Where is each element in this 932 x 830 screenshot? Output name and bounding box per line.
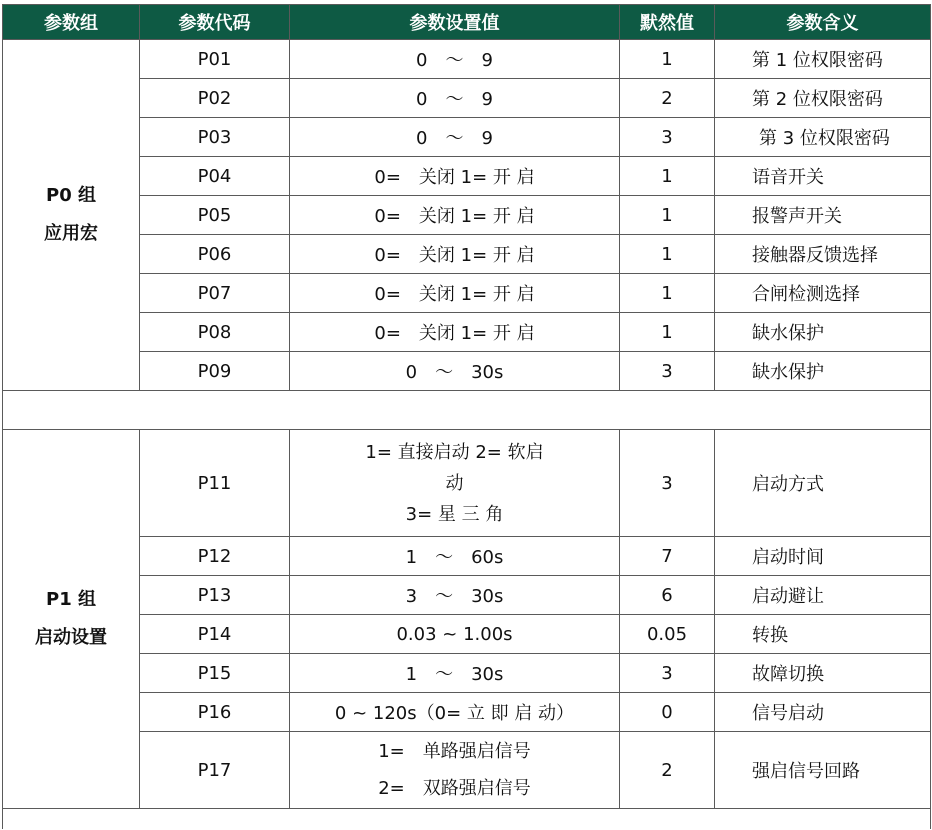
table-row	[3, 157, 931, 196]
default-cell: 0	[620, 693, 715, 732]
meaning-cell: 报警声开关	[715, 196, 931, 235]
code-cell: P15	[140, 654, 290, 693]
header-default: 默然值	[620, 5, 715, 40]
default-cell: 2	[620, 732, 715, 809]
setting-cell: 3 ～ 30s	[290, 576, 620, 615]
header-row	[3, 5, 931, 40]
default-cell: 1	[620, 274, 715, 313]
table-row	[3, 693, 931, 732]
group-title: P0 组	[46, 185, 96, 206]
header-group: 参数组	[3, 5, 140, 40]
table-row	[3, 118, 931, 157]
meaning-cell: 启动方式	[715, 430, 931, 537]
code-cell: P03	[140, 118, 290, 157]
setting-cell: 0 ～ 9	[290, 118, 620, 157]
setting-line: 动	[445, 472, 464, 494]
default-cell: 3	[620, 352, 715, 391]
meaning-cell: 合闸检测选择	[715, 274, 931, 313]
default-cell: 0.05	[620, 615, 715, 654]
code-cell: P04	[140, 157, 290, 196]
table-row	[3, 313, 931, 352]
setting-cell	[290, 430, 620, 537]
table-row	[3, 79, 931, 118]
code-cell: P16	[140, 693, 290, 732]
meaning-cell: 信号启动	[715, 693, 931, 732]
setting-cell: 0= 关闭 1= 开 启	[290, 313, 620, 352]
code-cell: P05	[140, 196, 290, 235]
group-cell-p1	[3, 430, 140, 809]
default-cell: 1	[620, 157, 715, 196]
default-cell: 3	[620, 118, 715, 157]
setting-cell: 0.03 ~ 1.00s	[290, 615, 620, 654]
default-cell: 1	[620, 40, 715, 79]
default-cell: 3	[620, 654, 715, 693]
default-cell: 1	[620, 313, 715, 352]
group-title: P1 组	[46, 589, 96, 610]
meaning-cell: 第 3 位权限密码	[715, 118, 931, 157]
code-cell: P17	[140, 732, 290, 809]
default-cell: 1	[620, 235, 715, 274]
header-code: 参数代码	[140, 5, 290, 40]
code-cell: P14	[140, 615, 290, 654]
default-cell: 1	[620, 196, 715, 235]
code-cell: P09	[140, 352, 290, 391]
table-row	[3, 274, 931, 313]
setting-cell: 1 ～ 60s	[290, 537, 620, 576]
table-row	[3, 732, 931, 809]
meaning-cell: 缺水保护	[715, 352, 931, 391]
group-cell-p0	[3, 40, 140, 391]
setting-cell: 0 ～ 9	[290, 40, 620, 79]
code-cell: P02	[140, 79, 290, 118]
default-cell: 3	[620, 430, 715, 537]
setting-cell: 0 ~ 120s（0= 立 即 启 动）	[290, 693, 620, 732]
header-meaning: 参数含义	[715, 5, 931, 40]
table-row	[3, 654, 931, 693]
parameter-table	[2, 4, 931, 829]
setting-cell: 0= 关闭 1= 开 启	[290, 235, 620, 274]
default-cell: 7	[620, 537, 715, 576]
default-cell: 6	[620, 576, 715, 615]
setting-cell: 0 ～ 9	[290, 79, 620, 118]
code-cell: P13	[140, 576, 290, 615]
code-cell: P07	[140, 274, 290, 313]
code-cell: P01	[140, 40, 290, 79]
meaning-cell: 第 2 位权限密码	[715, 79, 931, 118]
code-cell: P11	[140, 430, 290, 537]
table-row	[3, 196, 931, 235]
meaning-cell: 启动时间	[715, 537, 931, 576]
meaning-cell: 语音开关	[715, 157, 931, 196]
setting-line: 1= 直接启动 2= 软启	[365, 441, 544, 463]
table-row	[3, 40, 931, 79]
table-row	[3, 576, 931, 615]
table-row	[3, 615, 931, 654]
table-row	[3, 235, 931, 274]
meaning-cell: 故障切换	[715, 654, 931, 693]
setting-cell: 0= 关闭 1= 开 启	[290, 196, 620, 235]
group-subtitle: 应用宏	[44, 223, 98, 244]
setting-line: 2= 双路强启信号	[378, 778, 531, 799]
setting-cell: 0 ～ 30s	[290, 352, 620, 391]
code-cell: P12	[140, 537, 290, 576]
code-cell: P08	[140, 313, 290, 352]
meaning-cell: 转换	[715, 615, 931, 654]
meaning-cell: 第 1 位权限密码	[715, 40, 931, 79]
setting-line: 3= 星 三 角	[405, 503, 504, 525]
header-setting: 参数设置值	[290, 5, 620, 40]
setting-line: 1= 单路强启信号	[378, 741, 531, 762]
setting-cell	[290, 732, 620, 809]
table-row	[3, 430, 931, 537]
meaning-cell: 缺水保护	[715, 313, 931, 352]
meaning-cell: 接触器反馈选择	[715, 235, 931, 274]
table-row	[3, 352, 931, 391]
group-subtitle: 启动设置	[35, 627, 107, 648]
meaning-cell: 强启信号回路	[715, 732, 931, 809]
setting-cell: 0= 关闭 1= 开 启	[290, 157, 620, 196]
spacer-row	[3, 391, 931, 430]
meaning-cell: 启动避让	[715, 576, 931, 615]
setting-cell: 1 ～ 30s	[290, 654, 620, 693]
setting-cell: 0= 关闭 1= 开 启	[290, 274, 620, 313]
table-row	[3, 537, 931, 576]
code-cell: P06	[140, 235, 290, 274]
default-cell: 2	[620, 79, 715, 118]
spacer-cell	[3, 391, 931, 430]
